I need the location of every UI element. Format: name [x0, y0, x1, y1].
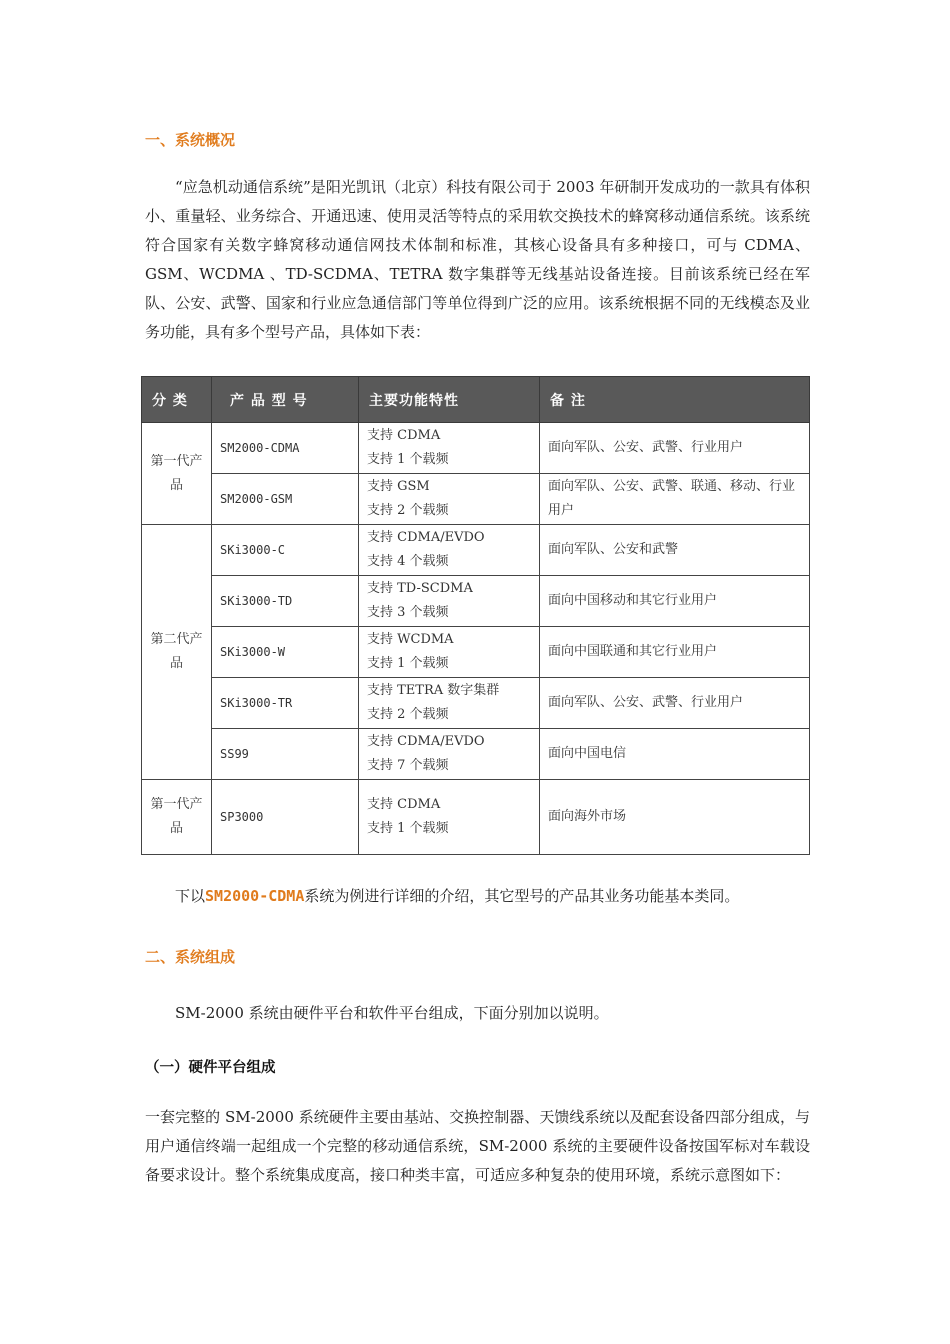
hardware-subheading: （一）硬件平台组成 [145, 1060, 276, 1076]
model-cell: SKi3000-TD [212, 576, 359, 627]
feature-cell [359, 576, 540, 627]
feature-cell [359, 780, 540, 855]
feature-line: 支持 GSM [367, 479, 430, 494]
feature-line: 支持 2 个载频 [367, 707, 449, 722]
section-1-heading: 一、系统概况 [145, 131, 236, 149]
table-header-row [142, 377, 810, 423]
feature-cell [359, 474, 540, 525]
feature-cell [359, 627, 540, 678]
category-cell: 第一代产品 [142, 423, 212, 525]
model-cell: SKi3000-W [212, 627, 359, 678]
model-cell: SKi3000-TR [212, 678, 359, 729]
table-row [142, 780, 810, 855]
feature-line: 支持 2 个载频 [367, 503, 449, 518]
feature-line: 支持 CDMA [367, 428, 441, 443]
category-cell: 第二代产品 [142, 525, 212, 780]
feature-line: 支持 1 个载频 [367, 656, 449, 671]
table-row [142, 423, 810, 474]
note-cell: 面向军队、公安、武警、联通、移动、行业用户 [540, 474, 810, 525]
feature-cell [359, 525, 540, 576]
note-cell: 面向中国电信 [540, 729, 810, 780]
section-2-intro: SM-2000 系统由硬件平台和软件平台组成，下面分别加以说明。 [175, 1004, 609, 1022]
table-row [142, 525, 810, 576]
section-2-heading: 二、系统组成 [145, 948, 236, 966]
model-cell: SP3000 [212, 780, 359, 855]
after-table-paragraph [145, 882, 810, 911]
note-cell: 面向海外市场 [540, 780, 810, 855]
feature-line: 支持 WCDMA [367, 632, 454, 647]
after-table-prefix: 下以 [175, 887, 206, 905]
hardware-paragraph: 一套完整的 SM-2000 系统硬件主要由基站、交换控制器、天馈线系统以及配套设备四部分组成，与用户通信终端一起组成一个完整的移动通信系统，SM-2000 系统的主要硬件设备按国军标对车载设备要求设计。整个系统集成度高，接口种类丰富，可适应多种复杂的使用环境，系统示意图如下： [145, 1108, 810, 1184]
note-cell: 面向中国联通和其它行业用户 [540, 627, 810, 678]
note-cell: 面向军队、公安、武警、行业用户 [540, 678, 810, 729]
feature-line: 支持 CDMA [367, 797, 441, 812]
feature-line: 支持 TD-SCDMA [367, 581, 473, 596]
category-cell: 第一代产品 [142, 780, 212, 855]
feature-line: 支持 CDMA/EVDO [367, 530, 485, 545]
note-cell: 面向军队、公安和武警 [540, 525, 810, 576]
table-row [142, 627, 810, 678]
model-cell: SKi3000-C [212, 525, 359, 576]
model-cell: SM2000-CDMA [212, 423, 359, 474]
model-cell: SS99 [212, 729, 359, 780]
header-model: 产 品 型 号 [212, 377, 359, 423]
feature-line: 支持 4 个载频 [367, 554, 449, 569]
table-row [142, 678, 810, 729]
feature-cell [359, 423, 540, 474]
table-row [142, 474, 810, 525]
after-table-suffix: 系统为例进行详细的介绍，其它型号的产品其业务功能基本类同。 [304, 887, 740, 905]
note-cell: 面向中国移动和其它行业用户 [540, 576, 810, 627]
header-features: 主要功能特性 [359, 377, 540, 423]
product-table [141, 376, 810, 855]
section-1-intro: “应急机动通信系统”是阳光凯讯（北京）科技有限公司于 2003 年研制开发成功的一款具有体积小、重量轻、业务综合、开通迅速、使用灵活等特点的采用软交换技术的蜂窝移动通信系统。该系统符合国家有关数字蜂窝移动通信网技术体制和标准，其核心设备具有多种接口，可与 CDMA、GSM、WCDMA 、TD-SCDMA、TETRA 数字集群等无线基站设备连接。目前该系统已经在军队、公安、武警、国家和行业应急通信部门等单位得到广泛的应用。该系统根据不同的无线模态及业务功能，具有多个型号产品，具体如下表： [145, 178, 810, 341]
feature-line: 支持 CDMA/EVDO [367, 734, 485, 749]
header-notes: 备 注 [540, 377, 810, 423]
feature-cell [359, 678, 540, 729]
model-cell: SM2000-GSM [212, 474, 359, 525]
header-category: 分 类 [142, 377, 212, 423]
feature-line: 支持 1 个载频 [367, 452, 449, 467]
feature-line: 支持 3 个载频 [367, 605, 449, 620]
note-cell: 面向军队、公安、武警、行业用户 [540, 423, 810, 474]
table-row [142, 576, 810, 627]
highlighted-model: SM2000-CDMA [205, 887, 305, 905]
feature-line: 支持 TETRA 数字集群 [367, 683, 500, 698]
table-row [142, 729, 810, 780]
feature-cell [359, 729, 540, 780]
feature-line: 支持 1 个载频 [367, 821, 449, 836]
feature-line: 支持 7 个载频 [367, 758, 449, 773]
